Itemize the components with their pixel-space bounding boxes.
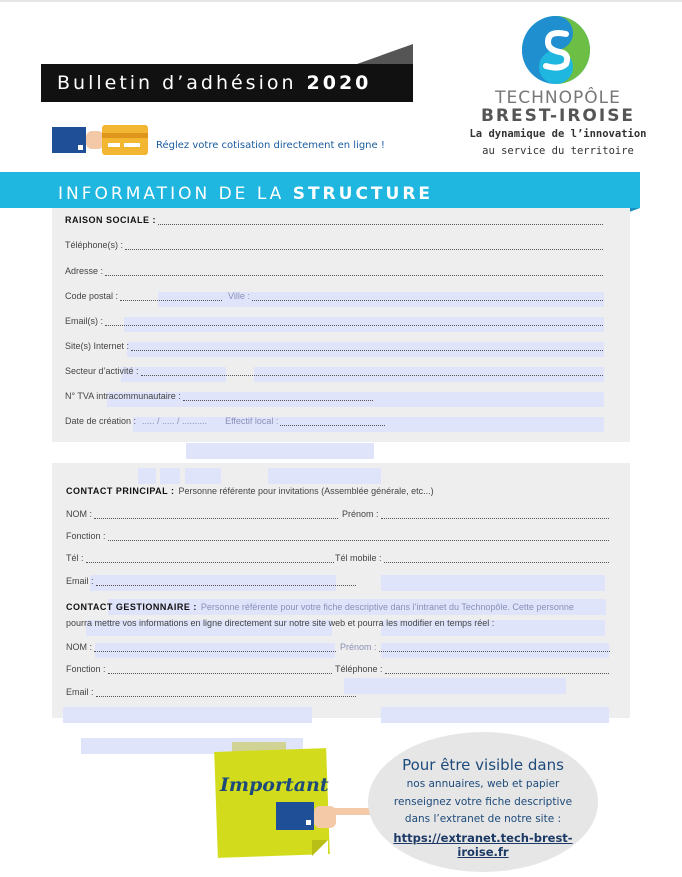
field-cg-telephone[interactable] [335,664,609,674]
title-text: Bulletin d’adhésion [57,72,297,94]
label-secteur: Secteur d’activité : [65,366,139,376]
field-highlight-c4 [268,468,381,484]
logo-name: TECHNOPÔLE [495,88,621,108]
logo-tagline: La dynamique de l’innovation [469,128,647,140]
field-highlight-gest-tel [344,678,566,694]
card-payment-icon [52,125,148,155]
label-effectif: Effectif local : [225,416,279,426]
contact-principal-title: CONTACT PRINCIPAL : [66,486,175,496]
label-cg-prenom: Prénom : [340,642,377,652]
label-cp-tel: Tél : [66,553,84,563]
field-highlight-extra [186,443,374,459]
field-cp-email[interactable] [66,576,356,586]
field-highlight-c2 [160,468,180,484]
label-cp-tel-mobile: Tél mobile : [335,553,382,563]
field-adresse[interactable] [65,266,603,276]
field-highlight-c1 [138,468,156,484]
title-year: 2020 [306,72,372,94]
contact-gestionnaire-title: CONTACT GESTIONNAIRE : [66,602,197,612]
label-cg-nom: NOM : [66,642,92,652]
field-raison-sociale[interactable] [65,215,603,225]
technopole-logo-icon [520,14,592,86]
section-title-bold: STRUCTURE [292,184,434,204]
field-cg-nom[interactable] [66,642,336,652]
section-title [58,184,433,204]
field-cp-tel[interactable] [66,553,334,563]
field-cg-prenom[interactable] [340,642,610,652]
field-highlight-gest-email [63,707,312,723]
date-placeholder: ..... / ..... / .......... [142,416,208,426]
section-title-prefix: INFORMATION DE LA [58,184,285,204]
logo-subname: BREST-IROISE [480,106,636,126]
pay-online-link[interactable]: Réglez votre cotisation directement en ligne ! [156,140,385,151]
contact-principal-heading [66,486,606,496]
bubble-line-3: renseignez votre fiche descriptive [393,796,573,808]
field-cp-fonction[interactable] [66,531,609,541]
bubble-line-2: nos annuaires, web et papier [406,778,560,790]
label-email: Email(s) : [65,316,103,326]
contact-principal-desc: Personne référente pour invitations (Assemblée générale, etc...) [178,486,434,496]
label-cp-fonction: Fonction : [66,531,106,541]
label-telephone: Téléphone(s) : [65,240,124,250]
pointing-hand-icon [276,800,372,832]
field-highlight-c3 [185,468,221,484]
label-cg-fonction: Fonction : [66,664,106,674]
contact-gestionnaire-heading [66,602,610,612]
top-rule [0,0,682,2]
field-secteur[interactable] [65,366,603,376]
field-cp-prenom[interactable] [342,509,609,519]
field-highlight-email-cp2 [381,575,605,591]
label-cg-telephone: Téléphone : [335,664,383,674]
field-email[interactable] [65,316,603,326]
field-tva[interactable] [65,391,373,401]
contact-gestionnaire-desc-line [66,618,610,628]
field-highlight-gest-email2 [381,707,609,723]
label-cp-nom: NOM : [66,509,92,519]
note-fold [312,840,328,856]
label-cp-email: Email : [66,576,94,586]
label-site: Site(s) Internet : [65,341,130,351]
page-title [41,64,413,102]
logo-tagline-secondary: au service du territoire [482,145,634,157]
field-cg-email[interactable] [66,687,356,697]
label-cg-email: Email : [66,687,94,697]
field-cg-fonction[interactable] [66,664,332,674]
label-ville: Ville : [228,291,250,301]
contact-gestionnaire-desc2: pourra mettre vos informations en ligne directement sur notre site web et pourra les modifier en temps réel : [66,618,495,628]
field-cp-tel-mobile[interactable] [335,553,609,563]
field-date-creation[interactable] [65,416,385,426]
label-adresse: Adresse : [65,266,104,276]
field-code-postal[interactable] [65,291,603,301]
extranet-link[interactable]: https://extranet.tech-brest-iroise.fr [393,831,573,859]
label-code-postal: Code postal : [65,291,119,301]
label-tva: N° TVA intracommunautaire : [65,391,181,401]
important-label: Important [220,774,329,796]
field-telephone[interactable] [65,240,603,250]
title-corner-tab [357,44,413,64]
label-raison-sociale: RAISON SOCIALE : [65,215,157,225]
contact-gestionnaire-desc1: Personne référente pour votre fiche descriptive dans l’intranet du Technopôle. Cette personne [200,602,574,612]
field-cp-nom[interactable] [66,509,338,519]
field-site[interactable] [65,341,603,351]
bubble-line-4: dans l’extranet de notre site : [404,813,562,825]
label-date-creation: Date de création : [65,416,137,426]
label-cp-prenom: Prénom : [342,509,379,519]
bubble-line-1: Pour être visible dans [402,756,564,774]
